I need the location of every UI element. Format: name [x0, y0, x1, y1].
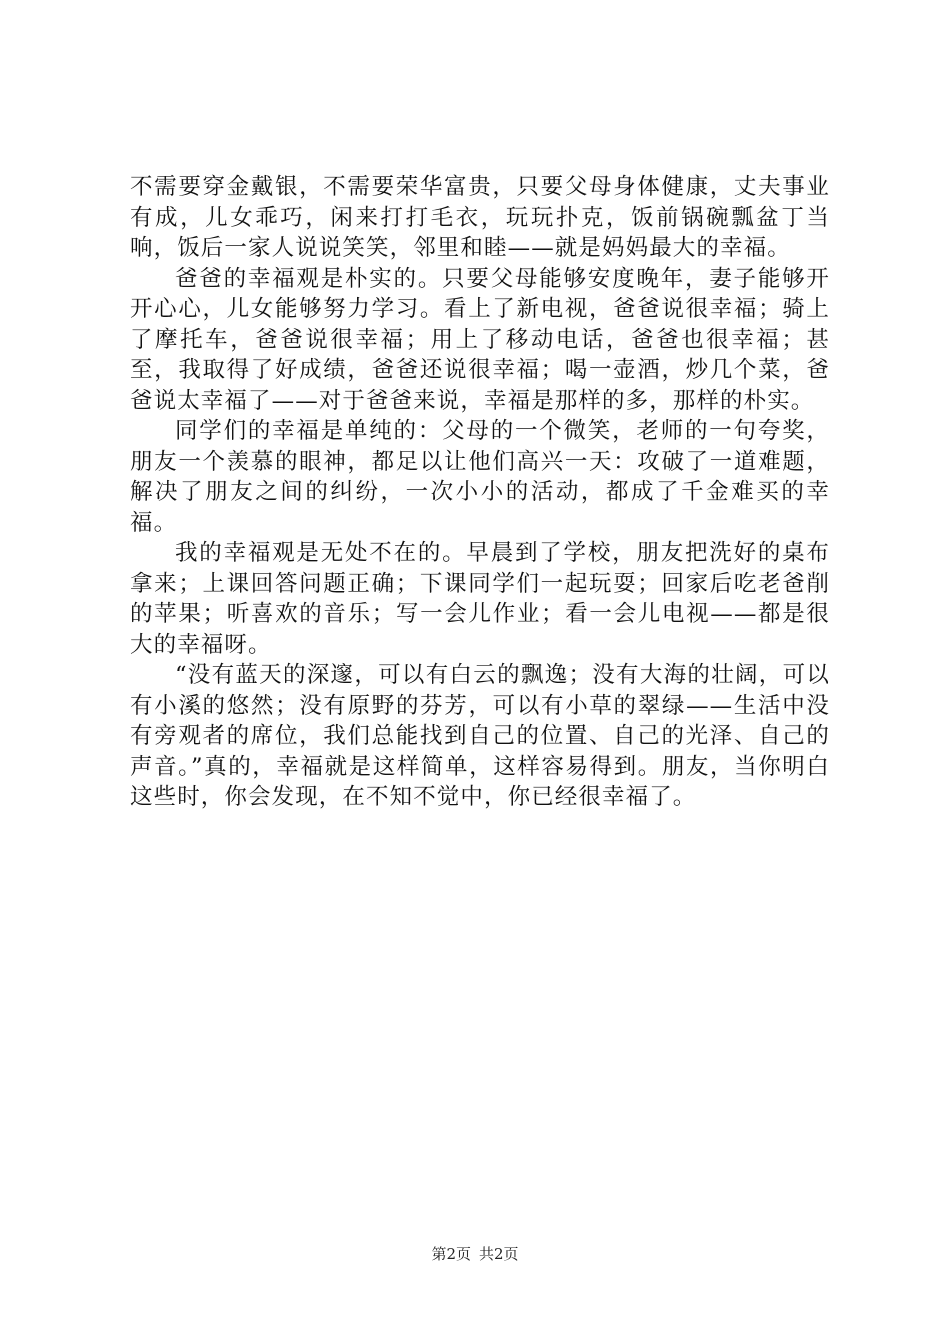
paragraph-4: 我的幸福观是无处不在的。早晨到了学校，朋友把洗好的桌布拿来；上课回答问题正确；下课同学们一起玩耍；回家后吃老爸削的苹果；听喜欢的音乐；写一会儿作业；看一会儿电视——都是很大的幸福呀。 [130, 540, 830, 658]
paragraph-2: 爸爸的幸福观是朴实的。只要父母能够安度晚年，妻子能够开开心心，儿女能够努力学习。看上了新电视，爸爸说很幸福；骑上了摩托车，爸爸说很幸福；用上了移动电话，爸爸也很幸福；甚至，我取得了好成绩，爸爸还说很幸福；喝一壶酒，炒几个菜，爸爸说太幸福了——对于爸爸来说，幸福是那样的多，那样的朴实。 [130, 265, 830, 414]
paragraph-5: “没有蓝天的深邃，可以有白云的飘逸；没有大海的壮阔，可以有小溪的悠然；没有原野的芬芳，可以有小草的翠绿——生活中没有旁观者的席位，我们总能找到自己的位置、自己的光泽、自己的声音。”真的，幸福就是这样简单，这样容易得到。朋友，当你明白这些时，你会发现，在不知不觉中，你已经很幸福了。 [130, 662, 830, 810]
page-total: 共2页 [479, 1245, 519, 1263]
page-number: 第2页 [431, 1245, 471, 1263]
document-body [130, 172, 830, 813]
paragraph-3: 同学们的幸福是单纯的：父母的一个微笑，老师的一句夸奖，朋友一个羡慕的眼神，都足以让他们高兴一天：攻破了一道难题，解决了朋友之间的纠纷，一次小小的活动，都成了千金难买的幸福。 [130, 418, 830, 536]
page-footer [0, 1245, 950, 1263]
paragraph-1: 不需要穿金戴银，不需要荣华富贵，只要父母身体健康，丈夫事业有成，儿女乖巧，闲来打打毛衣，玩玩扑克，饭前锅碗瓢盆丁当响，饭后一家人说说笑笑，邻里和睦——就是妈妈最大的幸福。 [130, 174, 830, 261]
